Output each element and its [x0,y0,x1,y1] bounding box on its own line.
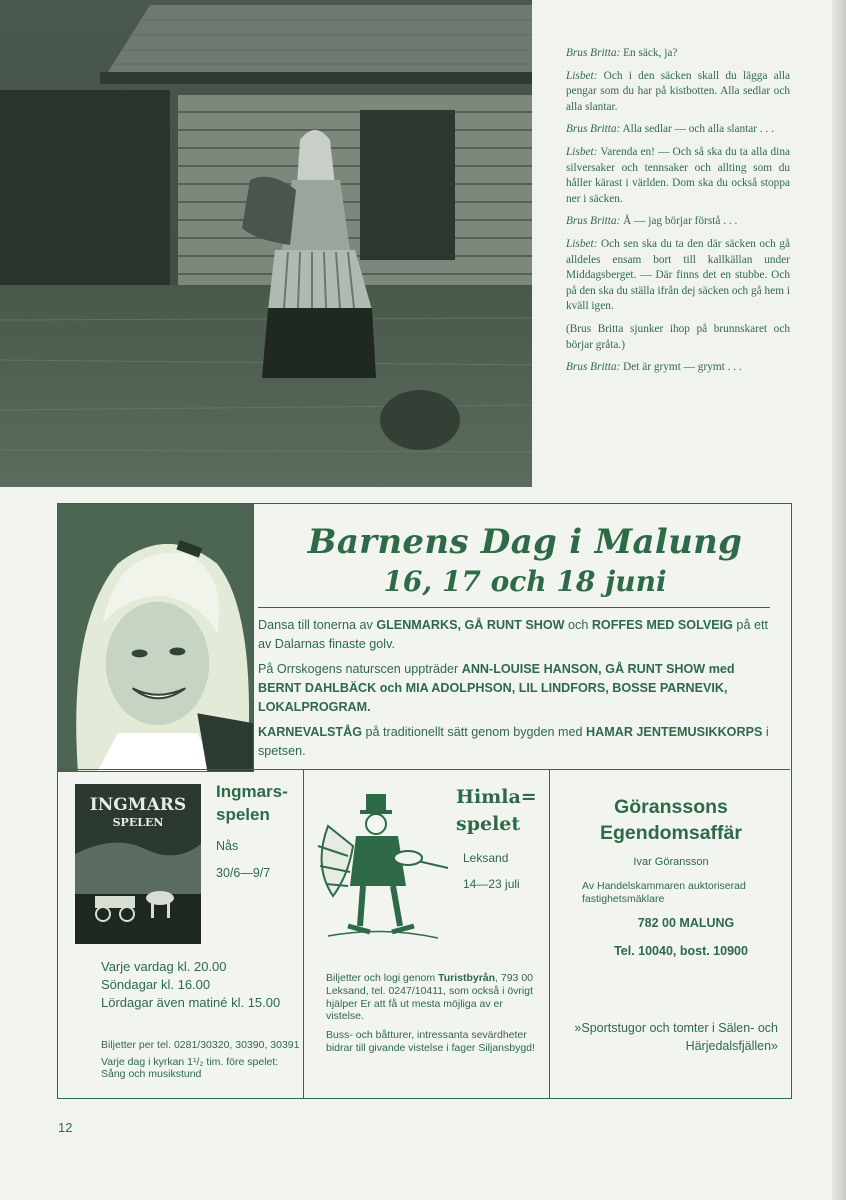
goranssons-description: Av Handelskammaren auktoriserad fastighetsmäklare [582,880,746,905]
goranssons-title: Göranssons Egendomsaffär [600,796,742,844]
poster-title-text: INGMARS [89,795,187,815]
paragraph-performers: På Orrskogens naturscen uppträder ANN-LOUISE HANSON, GÅ RUNT SHOW med BERNT DAHLBÄCK och MIA ADOLPHSON, LIL LINDFORS, BOSSE PARNEVIK, LOKALPROGRAM. [258,662,735,714]
ingmars-dates: 30/6—9/7 [216,866,271,880]
play-dialogue [566,46,790,383]
goranssons-phone: Tel. 10040, bost. 10900 [614,944,748,958]
page-number: 12 [58,1120,73,1135]
fiddler-illustration [308,786,458,946]
himla-booking-info: Biljetter och logi genom Turistbyrån, 793 00 Leksand, tel. 0247/10411, som också i övrigt hjälper Er att få ut mesta möjliga av er vistelse. [326,972,534,1023]
ticket-info: Biljetter per tel. 0281/30320, 30390, 30391 [101,1039,300,1051]
himla-excursions-info: Buss- och båtturer, intressanta sevärdheter bidrar till givande vistelse i fager Siljansbygd! [326,1029,535,1054]
divider [303,769,304,1098]
advertisement-box [57,503,792,1099]
goranssons-city: 782 00 MALUNG [637,916,735,930]
paragraph-parade: KARNEVALSTÅG på traditionellt sätt genom bygden med HAMAR JENTEMUSIKKORPS i spetsen. [258,725,769,758]
event-title: Barnens Dag i Malung [307,522,743,562]
dialogue-line: Brus Britta: Det är grymt — grymt . . . [566,361,742,374]
goranssons-ad [552,794,790,958]
girl-portrait-photo [58,504,254,772]
dialogue-line: Brus Britta: En säck, ja? [566,47,678,59]
ingmars-info [101,1039,301,1085]
ingmars-spelen-poster [75,784,201,944]
ingmars-place: Nås [216,839,239,853]
ingmars-schedule: Varje vardag kl. 20.00 Söndagar kl. 16.00 Lördagar även matiné kl. 15.00 [101,959,281,1010]
dialogue-line: Lisbet: Varenda en! — Och så ska du ta alla dina silversaker och tennsaker och allting som du håller kärast i världen. Dom ska du också stoppa ner i säcken. [566,145,790,205]
theatre-photo [0,0,532,487]
dialogue-line: Brus Britta: Å — jag börjar förstå . . . [566,215,738,228]
himla-info [326,972,536,1061]
himla-title: Himla= spelet [456,786,537,835]
dialogue-line: Brus Britta: Alla sedlar — och alla slantar . . . [566,123,775,136]
stage-direction: (Brus Britta sjunker ihop på brunnskaret och börjar gråta.) [566,322,790,351]
ingmars-title: Ingmars-spelen [216,782,288,824]
headline-rule [258,607,770,608]
event-headline [270,520,780,600]
event-dates: 16, 17 och 18 juni [383,565,667,598]
goranssons-tagline: »Sportstugor och tomter i Sälen- och Härjedalsfjällen» [574,1021,778,1053]
divider [58,769,790,770]
dialogue-line: Lisbet: Och sen ska du ta den där säcken och gå alldeles ensam bort till kallkällan under Middagsberget. — Där finns det en stubbe. Och på den ska du ställa ifrån dej säcken och gå hem i kväll igen. [566,237,790,313]
dialogue-line: Lisbet: Och i den säcken skall du lägga alla pengar som du har på kistbotten. Alla sedlar och alla slantar. [566,69,790,113]
poster-subtitle-text: SPELEN [112,816,164,829]
goranssons-owner: Ivar Göransson [633,856,709,868]
himla-dates: 14—23 juli [463,877,520,891]
himla-place: Leksand [463,851,509,865]
event-description [258,616,774,767]
paragraph-dance: Dansa till tonerna av GLENMARKS, GÅ RUNT SHOW och ROFFES MED SOLVEIG på ett av Dalarnas finaste golv. [258,618,768,651]
church-info: Varje dag i kyrkan 1¹/₂ tim. före spelet: Sång och musikstund [101,1055,279,1080]
page-edge-shadow [832,0,846,1200]
divider [549,769,550,1098]
